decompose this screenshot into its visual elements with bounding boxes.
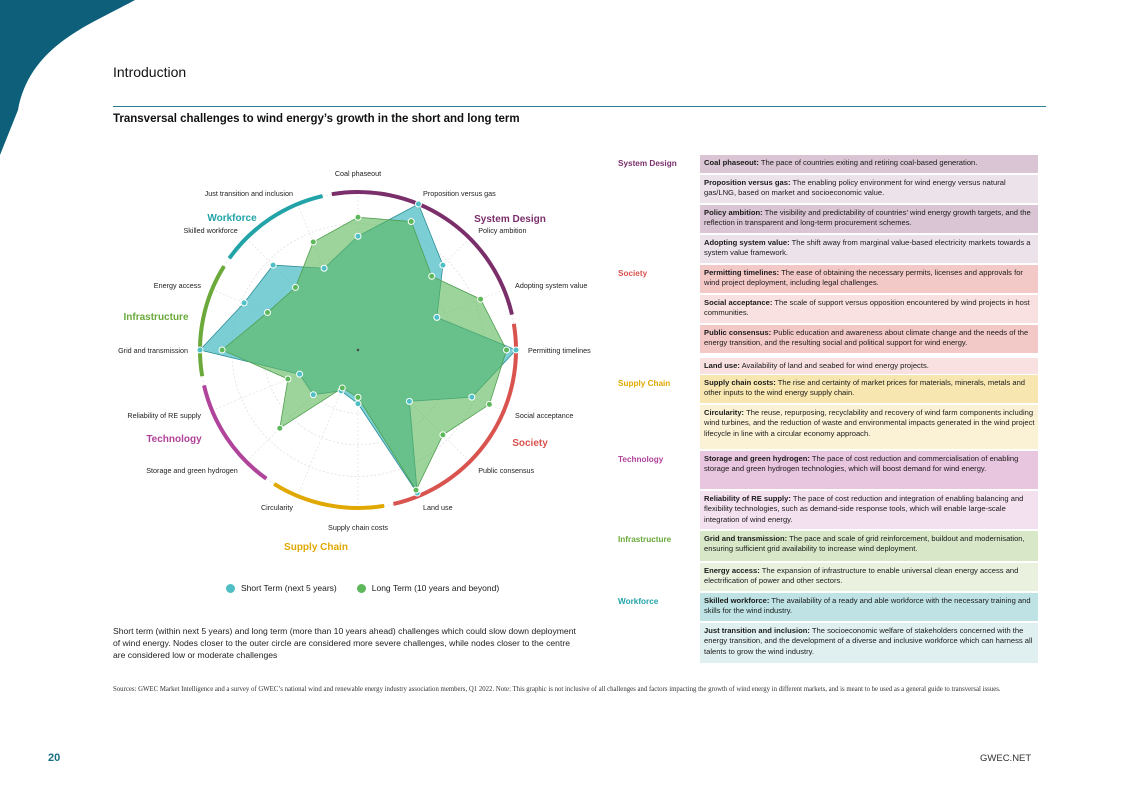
group-label: Society bbox=[512, 438, 548, 449]
center-point bbox=[357, 349, 359, 351]
row-text: The pace of countries exiting and retiring coal-based generation. bbox=[758, 158, 978, 167]
data-point bbox=[469, 394, 475, 400]
row-description bbox=[700, 593, 1038, 621]
axis-label: Skilled workforce bbox=[183, 225, 238, 235]
data-point bbox=[406, 398, 412, 404]
corner-decoration bbox=[0, 0, 140, 160]
divider bbox=[113, 106, 1046, 107]
row-term: Permitting timelines: bbox=[704, 268, 780, 277]
row-description bbox=[700, 531, 1038, 561]
data-point bbox=[310, 392, 316, 398]
row-text: The socioeconomic welfare of stakeholders concerned with the energy transition, and the development of a diverse and inclusive workforce which can harness all talents to grow the wind industry. bbox=[704, 626, 1033, 656]
chart-caption: Short term (within next 5 years) and long term (more than 10 years ahead) challenges which could slow down deployment of wind energy. Nodes closer to the outer circle are considered more severe challenges, while nodes closer to the centre are considered low or moderate challenges bbox=[113, 626, 576, 661]
row-term: Land use: bbox=[704, 361, 740, 370]
row-description bbox=[700, 491, 1038, 529]
data-point bbox=[292, 284, 298, 290]
axis-label: Reliability of RE supply bbox=[127, 411, 201, 421]
row-description bbox=[700, 563, 1038, 591]
axis-label: Just transition and inclusion bbox=[204, 188, 293, 198]
legend-short-label: Short Term (next 5 years) bbox=[241, 583, 337, 593]
page-number: 20 bbox=[48, 752, 61, 764]
data-point bbox=[310, 239, 316, 245]
row-term: Energy access: bbox=[704, 566, 760, 575]
legend-short-swatch bbox=[226, 584, 235, 593]
data-point bbox=[219, 347, 225, 353]
data-point bbox=[355, 401, 361, 407]
legend-long-label: Long Term (10 years and beyond) bbox=[371, 583, 500, 593]
row-description bbox=[700, 155, 1038, 173]
row-term: Just transition and inclusion: bbox=[704, 626, 810, 635]
group-label: Infrastructure bbox=[123, 312, 189, 323]
row-group-label: System Design bbox=[618, 159, 677, 168]
axis-label: Supply chain costs bbox=[328, 523, 388, 532]
section-title: Introduction bbox=[113, 64, 187, 80]
row-term: Skilled workforce: bbox=[704, 596, 770, 605]
data-point bbox=[355, 214, 361, 220]
row-description bbox=[700, 451, 1038, 489]
row-term: Storage and green hydrogen: bbox=[704, 454, 810, 463]
data-point bbox=[408, 219, 414, 225]
row-description bbox=[700, 358, 1038, 374]
row-description bbox=[700, 205, 1038, 233]
row-term: Proposition versus gas: bbox=[704, 178, 791, 187]
row-text: The pace of cost reduction and integration of enabling balancing and flexibility technologies, such as demand-side response tools, which will enable large-scale integration of wind energy. bbox=[704, 494, 1024, 524]
axis-label: Public consensus bbox=[478, 466, 535, 476]
series-area bbox=[222, 217, 506, 490]
group-label: Technology bbox=[146, 434, 202, 445]
group-arc bbox=[229, 196, 322, 258]
data-point bbox=[504, 347, 510, 353]
row-term: Coal phaseout: bbox=[704, 158, 759, 167]
row-text: Availability of land and seabed for wind energy projects. bbox=[739, 361, 929, 370]
axis-label: Coal phaseout bbox=[334, 169, 382, 178]
data-point bbox=[297, 371, 303, 377]
data-point bbox=[434, 314, 440, 320]
row-text: The enabling policy environment for wind energy versus natural gas/LNG, based on market and socioeconomic value. bbox=[704, 178, 1006, 198]
data-point bbox=[355, 394, 361, 400]
data-point bbox=[339, 385, 345, 391]
row-description bbox=[700, 623, 1038, 663]
data-point bbox=[241, 300, 247, 306]
chart-legend bbox=[226, 583, 499, 593]
axis-label: Circularity bbox=[260, 503, 293, 513]
row-text: The shift away from marginal value-based electricity markets towards a system value framework. bbox=[704, 238, 1031, 258]
row-term: Adopting system value: bbox=[704, 238, 790, 247]
data-point bbox=[429, 273, 435, 279]
axis-label: Grid and transmission bbox=[118, 346, 188, 355]
data-point bbox=[413, 487, 419, 493]
row-term: Public consensus: bbox=[704, 328, 772, 337]
axis-label: Proposition versus gas bbox=[423, 188, 496, 198]
site-url: GWEC.NET bbox=[980, 753, 1032, 764]
row-description bbox=[700, 295, 1038, 323]
axis-label: Energy access bbox=[153, 280, 201, 290]
row-text: The expansion of infrastructure to enable universal clean energy access and electrification of power and other sectors. bbox=[704, 566, 1019, 586]
row-text: The scale of support versus opposition encountered by wind projects in host communities. bbox=[704, 298, 1030, 318]
row-description bbox=[700, 375, 1038, 403]
data-point bbox=[478, 296, 484, 302]
axis-label: Policy ambition bbox=[478, 225, 527, 235]
data-point bbox=[513, 347, 519, 353]
row-description bbox=[700, 175, 1038, 203]
row-text: The availability of a ready and able workforce with the necessary training and skills for the wind industry. bbox=[704, 596, 1031, 616]
data-point bbox=[415, 201, 421, 207]
row-term: Social acceptance: bbox=[704, 298, 773, 307]
row-text: The pace and scale of grid reinforcement, buildout and modernisation, ensuring sufficient grid availability to increase wind deployment. bbox=[704, 534, 1025, 554]
data-point bbox=[264, 310, 270, 316]
row-text: The ease of obtaining the necessary permits, licenses and approvals for wind project deployment, including legal challenges. bbox=[704, 268, 1023, 288]
group-arc bbox=[200, 266, 224, 376]
row-description bbox=[700, 265, 1038, 293]
row-term: Supply chain costs: bbox=[704, 378, 776, 387]
row-group-label: Infrastructure bbox=[618, 535, 672, 544]
data-point bbox=[440, 262, 446, 268]
row-term: Circularity: bbox=[704, 408, 745, 417]
row-description bbox=[700, 405, 1038, 449]
row-term: Policy ambition: bbox=[704, 208, 763, 217]
group-label: System Design bbox=[474, 214, 546, 225]
row-group-label: Technology bbox=[618, 455, 664, 464]
data-point bbox=[440, 432, 446, 438]
row-description bbox=[700, 325, 1038, 353]
axis-label: Social acceptance bbox=[515, 411, 574, 421]
row-text: The pace of cost reduction and commercialisation of enabling storage and green hydrogen technologies, which will boost demand for wind energy. bbox=[704, 454, 1019, 474]
data-point bbox=[197, 347, 203, 353]
row-group-label: Supply Chain bbox=[618, 379, 671, 388]
group-label: Supply Chain bbox=[284, 542, 348, 553]
group-arc bbox=[204, 385, 266, 478]
data-point bbox=[277, 425, 283, 431]
row-description bbox=[700, 235, 1038, 263]
sources-note: Sources: GWEC Market Intelligence and a survey of GWEC’s national wind and renewable energy industry association members, Q1 2022. Note: This graphic is not inclusive of all challenges and factors impacting the growth of wind energy in different markets, and is meant to be used as a general guide to transversal issues. bbox=[113, 686, 1001, 693]
axis-label: Land use bbox=[423, 503, 453, 513]
row-term: Reliability of RE supply: bbox=[704, 494, 791, 503]
row-text: The reuse, repurposing, recyclability and recovery of wind farm components including wind turbines, and the reduction of waste and environmental impacts generated in the wind project lifecycle in line with a circular economy approach. bbox=[704, 408, 1035, 438]
row-text: The visibility and predictability of countries’ wind energy growth targets, and the reflection in transparent and long-term procurement schemes. bbox=[704, 208, 1031, 228]
data-point bbox=[486, 401, 492, 407]
data-point bbox=[355, 233, 361, 239]
data-point bbox=[321, 265, 327, 271]
row-term: Grid and transmission: bbox=[704, 534, 788, 543]
radar-chart bbox=[100, 150, 600, 570]
row-group-label: Workforce bbox=[618, 597, 659, 606]
group-label: Workforce bbox=[207, 213, 257, 224]
axis-label: Storage and green hydrogen bbox=[146, 466, 238, 476]
legend-long-swatch bbox=[357, 584, 366, 593]
row-text: The rise and certainty of market prices for materials, minerals, metals and other inputs to the wind energy supply chain. bbox=[704, 378, 1026, 398]
data-point bbox=[285, 376, 291, 382]
chart-title: Transversal challenges to wind energy’s growth in the short and long term bbox=[113, 113, 520, 125]
row-text: Public education and awareness about climate change and the needs of the energy transition, and the resulting social and political support for wind energy. bbox=[704, 328, 1029, 348]
row-group-label: Society bbox=[618, 269, 648, 278]
data-point bbox=[270, 262, 276, 268]
axis-label: Adopting system value bbox=[515, 280, 588, 290]
axis-label: Permitting timelines bbox=[528, 346, 591, 355]
